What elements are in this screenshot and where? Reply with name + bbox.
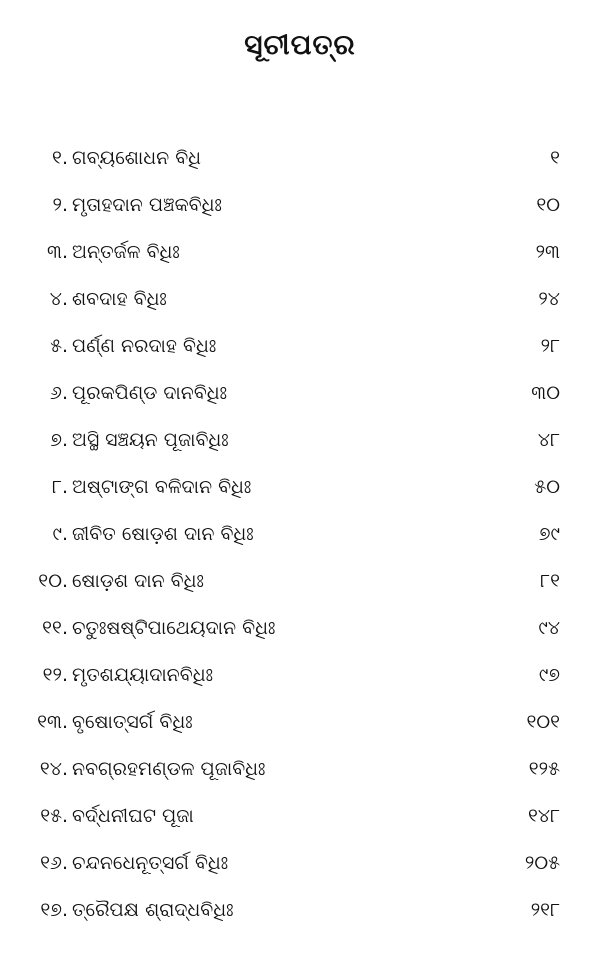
entry-number: ୭. [50, 429, 68, 451]
entry-name: ଷୋଡ଼ଶ ଦାନ ବିଧିଃ [72, 570, 204, 592]
entry-page: ୩୦ [531, 382, 560, 404]
toc-entry [0, 798, 600, 834]
entry-name: ତ୍ରୈପକ୍ଷ ଶ୍ରାଦ୍ଧବିଧିଃ [72, 899, 234, 921]
entry-page: ୨୦୫ [524, 852, 560, 874]
entry-page: ୪୮ [537, 429, 560, 451]
entry-name: ଚନ୍ଦନଧେନୂତ୍ସର୍ଗ ବିଧିଃ [72, 852, 229, 874]
entry-number: ୧୦. [38, 570, 68, 592]
page-title: ସୂଚୀପତ୍ର [244, 28, 356, 61]
entry-page: ୨୮ [540, 335, 560, 357]
entry-page: ୯୪ [538, 617, 560, 639]
entry-number: ୨. [52, 194, 68, 216]
entry-name: ବର୍ଦ୍ଧନୀଘଟ ପୂଜା [72, 805, 194, 827]
entry-name: ନବଗ୍ରହମଣ୍ଡଳ ପୂଜାବିଧିଃ [72, 758, 266, 780]
entry-name: ମୃତଶଯ୍ୟାଦାନବିଧିଃ [72, 664, 213, 686]
toc-entry [0, 187, 600, 223]
entry-page: ୮୧ [540, 570, 560, 592]
entry-page: ୫୦ [534, 476, 560, 498]
toc-entry [0, 563, 600, 599]
entry-number: ୩. [47, 241, 68, 263]
entry-name: ଅସ୍ଥି ସଞ୍ଚୟନ ପୂଜାବିଧିଃ [72, 429, 229, 451]
entry-page: ୧୦ [536, 194, 560, 216]
entry-number: ୧୪. [39, 758, 68, 780]
entry-number: ୧୩. [37, 711, 68, 733]
entry-name: ଗବ୍ୟଶୋଧନ ବିଧି [72, 147, 202, 169]
toc-entry [0, 234, 600, 270]
entry-page: ୭୯ [538, 523, 560, 545]
entry-page: ୧୪୮ [528, 805, 560, 827]
entry-name: ବୃଷୋତ୍ସର୍ଗ ବିଧିଃ [72, 711, 193, 733]
entry-name: ପର୍ଣ୍ଣ ନରଦାହ ବିଧିଃ [72, 335, 217, 357]
toc-entry [0, 845, 600, 881]
entry-name: ଶବଦାହ ବିଧିଃ [72, 288, 167, 310]
toc-entry [0, 422, 600, 458]
toc-entry [0, 281, 600, 317]
toc-entry [0, 375, 600, 411]
toc-entry [0, 516, 600, 552]
toc-entry [0, 657, 600, 693]
entry-number: ୪. [49, 288, 68, 310]
entry-number: ୧୧. [42, 617, 68, 639]
entry-number: ୧. [52, 147, 68, 169]
entry-number: ୬. [50, 382, 68, 404]
toc-entry [0, 328, 600, 364]
entry-page: ୧୦୧ [526, 711, 560, 733]
entry-number: ୧୨. [42, 664, 68, 686]
entry-number: ୧୭. [40, 899, 68, 921]
toc-entry [0, 140, 600, 176]
entry-number: ୮. [52, 476, 68, 498]
toc-entry [0, 892, 600, 928]
toc-entry [0, 610, 600, 646]
toc-entry [0, 751, 600, 787]
entry-page: ୯୭ [538, 664, 560, 686]
entry-name: ଚତୁଃଷଷ୍ଟିପାଥେୟଦାନ ବିଧିଃ [72, 617, 276, 639]
entry-number: ୯. [52, 523, 68, 545]
entry-name: ପୂରକପିଣ୍ଡ ଦାନବିଧିଃ [72, 382, 228, 404]
entry-number: ୧୫. [40, 805, 68, 827]
entry-number: ୧୬. [40, 852, 68, 874]
entry-name: ଅଷ୍ଟାଙ୍ଗ ବଳିଦାନ ବିଧିଃ [72, 476, 252, 498]
entry-number: ୫. [50, 335, 68, 357]
entry-page: ୨୩ [535, 241, 560, 263]
entry-name: ମୃତାହଦାନ ପଞ୍ଚକବିଧିଃ [72, 194, 222, 216]
entry-page: ୧୨୫ [528, 758, 560, 780]
toc-entry [0, 469, 600, 505]
entry-page: ୨୧୮ [530, 899, 560, 921]
entry-name: ଅନ୍ତର୍ଜଳ ବିଧିଃ [72, 241, 180, 263]
entry-name: ଜୀବିତ ଷୋଡ଼ଶ ଦାନ ବିଧିଃ [72, 523, 254, 545]
entry-page: ୨୪ [538, 288, 560, 310]
entry-page: ୧ [550, 147, 560, 169]
toc-entry [0, 704, 600, 740]
